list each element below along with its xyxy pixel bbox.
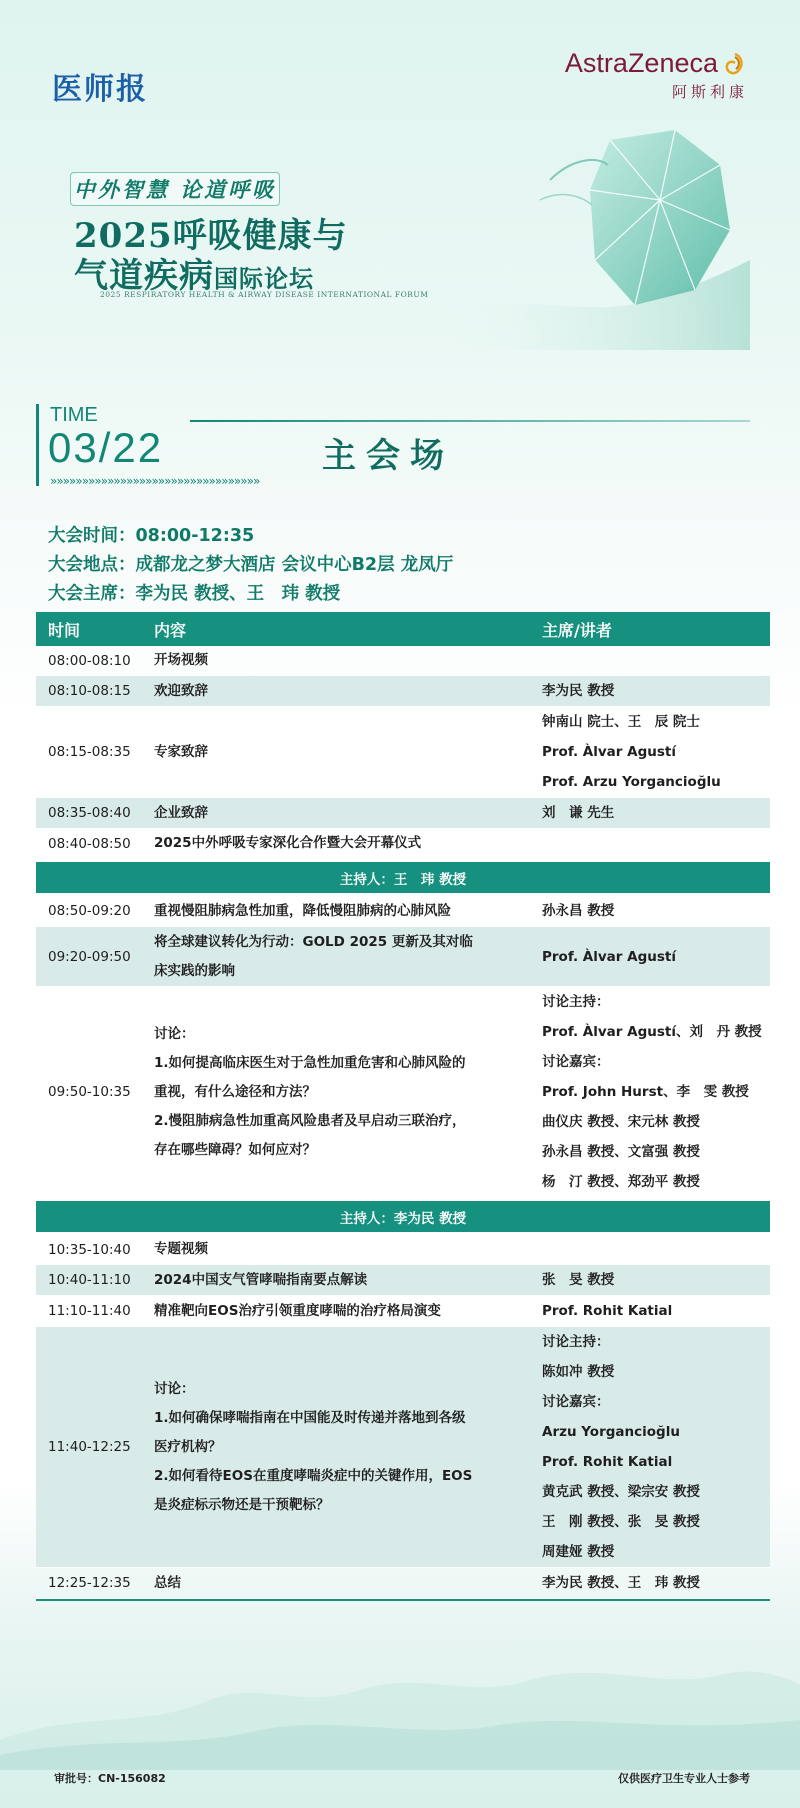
row-time: 11:10-11:40 bbox=[48, 1303, 131, 1319]
content-line: 2024中国支气管哮喘指南要点解读 bbox=[154, 1271, 368, 1288]
venue-title: 主会场 bbox=[322, 436, 454, 476]
row-time: 08:35-08:40 bbox=[48, 805, 131, 821]
host-bar-2: 主持人：李为民 教授 bbox=[36, 1201, 770, 1232]
content-line: 欢迎致辞 bbox=[154, 682, 208, 699]
row-content bbox=[146, 1266, 534, 1295]
row-time: 12:25-12:35 bbox=[48, 1575, 131, 1591]
row-content bbox=[146, 1375, 534, 1520]
row-content bbox=[146, 677, 534, 706]
chevron-decoration: »»»»»»»»»»»»»»»»»»»»»»»»»»»»»»»»» bbox=[50, 474, 260, 488]
content-line: 2025中外呼吸专家深化合作暨大会开幕仪式 bbox=[154, 835, 422, 851]
content-line: 重视，有什么途径和方法？ bbox=[154, 1083, 316, 1100]
sponsor-logo bbox=[565, 48, 748, 102]
speaker-line: 张 旻 教授 bbox=[542, 1272, 615, 1288]
speaker-line: Prof. Àlvar Agustí bbox=[542, 744, 676, 760]
forum-slogan: 中外智慧 论道呼吸 bbox=[70, 172, 280, 206]
row-speakers bbox=[534, 1327, 770, 1567]
speaker-line: 李为民 教授、王 玮 教授 bbox=[542, 1575, 700, 1591]
row-time: 10:40-11:10 bbox=[48, 1272, 131, 1288]
time-label: TIME bbox=[50, 404, 98, 426]
row-time: 08:40-08:50 bbox=[48, 835, 131, 852]
row-time: 11:40-12:25 bbox=[48, 1439, 131, 1455]
content-line: 专题视频 bbox=[154, 1241, 208, 1257]
row-content bbox=[146, 646, 534, 675]
content-line: 开场视频 bbox=[154, 652, 208, 668]
table-row bbox=[36, 1235, 770, 1265]
speaker-line: 讨论嘉宾： bbox=[542, 1394, 610, 1410]
table-row bbox=[36, 829, 770, 859]
table-row bbox=[36, 707, 770, 798]
meeting-time: 大会时间：08:00-12:35 bbox=[48, 526, 255, 546]
content-line: 重视慢阻肺病急性加重，降低慢阻肺病的心肺风险 bbox=[154, 902, 451, 919]
astrazeneca-swirl-icon bbox=[722, 51, 748, 77]
speaker-line: 刘 谦 先生 bbox=[542, 805, 615, 821]
row-speakers bbox=[534, 1568, 770, 1598]
forum-title-suffix: 国际论坛 bbox=[214, 264, 314, 293]
speaker-line: Prof. Àlvar Agustí bbox=[542, 948, 676, 965]
speaker-line: 黄克武 教授、梁宗安 教授 bbox=[542, 1484, 700, 1500]
table-row bbox=[36, 1296, 770, 1327]
forum-title-main: 气道疾病 bbox=[74, 256, 214, 296]
table-row bbox=[36, 987, 770, 1198]
table-row bbox=[36, 896, 770, 927]
row-content bbox=[146, 829, 534, 858]
table-row bbox=[36, 1327, 770, 1568]
divider bbox=[190, 420, 750, 422]
schedule-block-2 bbox=[36, 896, 770, 1198]
row-time: 08:15-08:35 bbox=[48, 744, 131, 760]
speaker-line: 李为民 教授 bbox=[542, 683, 615, 699]
row-content bbox=[146, 738, 534, 767]
content-line: 存在哪些障碍？如何应对？ bbox=[154, 1141, 316, 1158]
content-line: 总结 bbox=[154, 1574, 181, 1591]
header-speaker: 主席/讲者 bbox=[542, 620, 612, 640]
content-line: 2.慢阻肺病急性加重高风险患者及早启动三联治疗， bbox=[154, 1112, 466, 1129]
speaker-line: 王 刚 教授、张 旻 教授 bbox=[542, 1514, 700, 1530]
row-content bbox=[146, 928, 534, 986]
content-line: 床实践的影响 bbox=[154, 962, 235, 979]
speaker-line: 曲仪庆 教授、宋元林 教授 bbox=[542, 1114, 700, 1130]
row-time: 10:35-10:40 bbox=[48, 1241, 131, 1258]
table-row bbox=[36, 676, 770, 707]
row-content bbox=[146, 1569, 534, 1598]
schedule-block-3 bbox=[36, 1235, 770, 1599]
table-row bbox=[36, 927, 770, 987]
speaker-line: 孙永昌 教授、文富强 教授 bbox=[542, 1144, 700, 1160]
content-line: 企业致辞 bbox=[154, 804, 208, 821]
speaker-line: Prof. Àlvar Agustí、刘 丹 教授 bbox=[542, 1024, 762, 1040]
row-speakers bbox=[534, 676, 770, 706]
speaker-line: 讨论主持： bbox=[542, 1334, 610, 1350]
speaker-line: Arzu Yorgancioğlu bbox=[542, 1424, 680, 1440]
forum-title-line1: 2025呼吸健康与 bbox=[74, 216, 348, 256]
row-content bbox=[146, 1020, 534, 1165]
approval-number: 审批号：CN-156082 bbox=[54, 1772, 166, 1785]
time-accent-bar bbox=[36, 404, 39, 486]
speaker-line: 钟南山 院士、王 辰 院士 bbox=[542, 714, 700, 730]
meeting-chairs: 大会主席：李为民 教授、王 玮 教授 bbox=[48, 584, 341, 604]
meeting-info bbox=[48, 522, 453, 609]
table-row bbox=[36, 798, 770, 829]
row-content bbox=[146, 799, 534, 828]
row-time: 09:20-09:50 bbox=[48, 948, 131, 965]
row-speakers bbox=[534, 1296, 770, 1326]
table-row bbox=[36, 1265, 770, 1296]
row-time: 08:50-09:20 bbox=[48, 903, 131, 919]
speaker-line: Prof. Rohit Katial bbox=[542, 1454, 673, 1470]
row-time: 08:00-08:10 bbox=[48, 652, 131, 669]
speaker-line: 讨论主持： bbox=[542, 994, 610, 1010]
row-time: 09:50-10:35 bbox=[48, 1084, 131, 1100]
row-time: 08:10-08:15 bbox=[48, 683, 131, 699]
content-line: 讨论： bbox=[154, 1025, 195, 1042]
table-bottom-rule bbox=[36, 1599, 770, 1601]
speaker-line: Prof. Arzu Yorgancioğlu bbox=[542, 774, 721, 790]
table-row bbox=[36, 1568, 770, 1599]
mountain-decoration bbox=[0, 1620, 800, 1770]
speaker-line: 孙永昌 教授 bbox=[542, 903, 615, 919]
content-line: 讨论： bbox=[154, 1380, 195, 1397]
table-header bbox=[36, 612, 770, 646]
content-line: 将全球建议转化为行动：GOLD 2025 更新及其对临 bbox=[154, 933, 473, 950]
disclaimer: 仅供医疗卫生专业人士参考 bbox=[618, 1772, 750, 1785]
row-speakers bbox=[534, 1265, 770, 1295]
content-line: 1.如何提高临床医生对于急性加重危害和心肺风险的 bbox=[154, 1054, 466, 1071]
content-line: 是炎症标示物还是干预靶标？ bbox=[154, 1496, 330, 1513]
content-line: 专家致辞 bbox=[154, 743, 208, 760]
speaker-line: 陈如冲 教授 bbox=[542, 1364, 615, 1380]
sponsor-brand-cn: 阿斯利康 bbox=[671, 83, 748, 101]
meeting-location: 大会地点：成都龙之梦大酒店 会议中心B2层 龙凤厅 bbox=[48, 555, 454, 575]
content-line: 2.如何看待EOS在重度哮喘炎症中的关键作用，EOS bbox=[154, 1467, 473, 1484]
speaker-line: 杨 汀 教授、郑劲平 教授 bbox=[542, 1174, 700, 1190]
speaker-line: Prof. John Hurst、李 雯 教授 bbox=[542, 1084, 749, 1100]
speaker-line: 周建娅 教授 bbox=[542, 1544, 615, 1560]
schedule-block-1 bbox=[36, 646, 770, 859]
speaker-line: 讨论嘉宾： bbox=[542, 1054, 610, 1070]
content-line: 精准靶向EOS治疗引领重度哮喘的治疗格局演变 bbox=[154, 1302, 441, 1319]
speaker-line: Prof. Rohit Katial bbox=[542, 1303, 673, 1319]
row-speakers bbox=[534, 707, 770, 797]
header-time: 时间 bbox=[48, 620, 81, 640]
row-speakers bbox=[534, 987, 770, 1197]
header-content: 内容 bbox=[154, 620, 187, 640]
forum-title-english: 2025 RESPIRATORY HEALTH & AIRWAY DISEASE INTERNATIONAL FORUM bbox=[100, 290, 429, 299]
host-bar-1: 主持人：王 玮 教授 bbox=[36, 862, 770, 893]
row-speakers bbox=[534, 896, 770, 926]
row-content bbox=[146, 1297, 534, 1326]
row-speakers bbox=[534, 942, 770, 972]
row-speakers bbox=[534, 798, 770, 828]
row-content bbox=[146, 897, 534, 926]
sponsor-brand: AstraZeneca bbox=[564, 48, 718, 78]
session-date: 03/22 bbox=[48, 424, 164, 471]
content-line: 医疗机构？ bbox=[154, 1438, 222, 1455]
schedule-table bbox=[36, 612, 770, 1601]
content-line: 1.如何确保哮喘指南在中国能及时传递并落地到各级 bbox=[154, 1409, 466, 1426]
lung-crystal-illustration bbox=[430, 120, 760, 350]
publisher-logo: 医师报 bbox=[52, 72, 148, 107]
table-row bbox=[36, 646, 770, 676]
row-content bbox=[146, 1235, 534, 1264]
